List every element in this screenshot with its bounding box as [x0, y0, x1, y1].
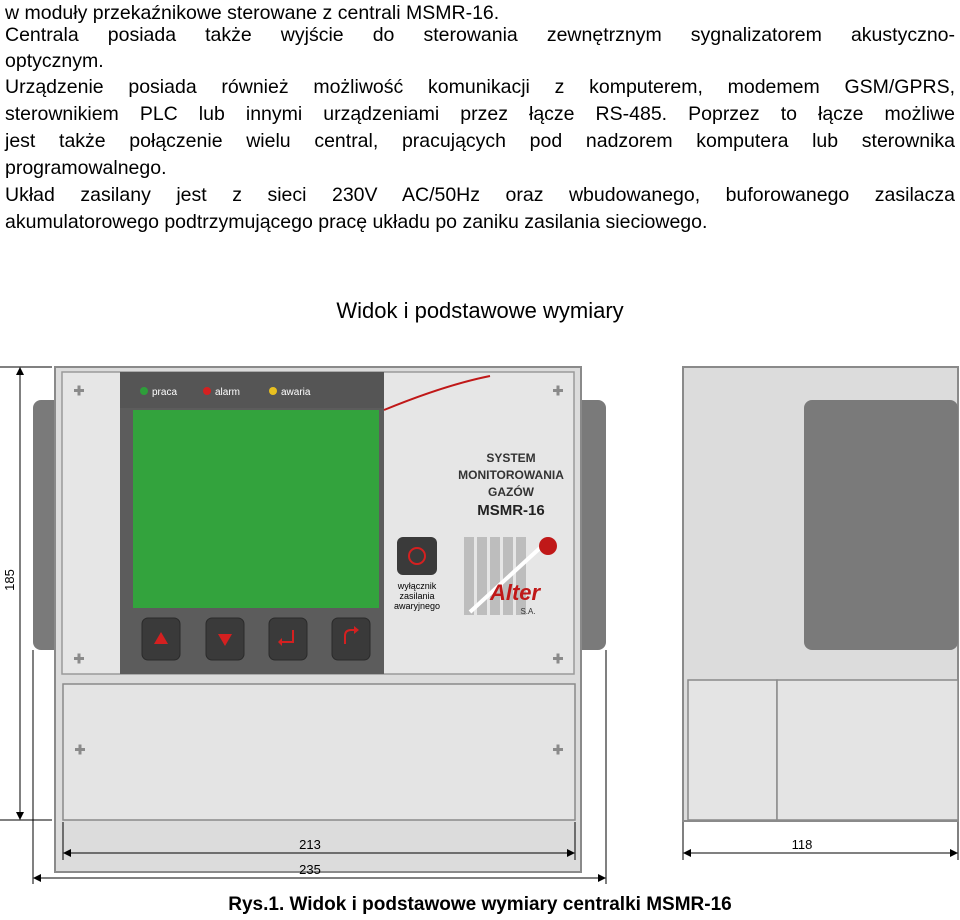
brand-logo: Alter	[489, 580, 541, 605]
text-line-9: akumulatorowego podtrzymującego pracę układu po zaniku zasilania sieciowego.	[5, 211, 708, 233]
led-praca	[140, 387, 148, 395]
enter-button[interactable]	[269, 618, 307, 660]
text-line-5: sterownikiem PLC lub innymi urządzeniami przez łącze RS-485. Poprzez to łącze możliwe	[5, 103, 955, 125]
dim-height: 185	[2, 569, 17, 591]
text-line-4: Urządzenie posiada również możliwość komunikacji z komputerem, modemem GSM/GPRS,	[5, 76, 955, 98]
emergency-label-2: zasilania	[399, 591, 435, 601]
dim-depth: 118	[791, 837, 813, 852]
dim-width-outer: 235	[299, 862, 321, 877]
emergency-label-1: wyłącznik	[397, 581, 437, 591]
emergency-label-3: awaryjnego	[393, 601, 441, 611]
system-title-2: MONITOROWANIA	[458, 468, 564, 482]
led-label-awaria: awaria	[281, 387, 311, 398]
device-drawing	[0, 340, 960, 900]
text-line-8: Układ zasilany jest z sieci 230V AC/50Hz oraz wbudowanego, buforowanego zasilacza	[5, 184, 955, 206]
figure-caption: Rys.1. Widok i podstawowe wymiary centralki MSMR-16	[228, 894, 732, 915]
system-title-1: SYSTEM	[486, 451, 536, 465]
text-line-1: w moduły przekaźnikowe sterowane z centrali MSMR-16.	[5, 2, 500, 24]
side-lower-right	[777, 680, 958, 820]
text-line-7: programowalnego.	[5, 157, 167, 179]
lcd-screen	[133, 410, 379, 608]
text-line-6: jest także połączenie wielu central, pracujących pod nadzorem komputera lub sterownika	[5, 130, 955, 152]
text-line-3: optycznym.	[5, 50, 104, 72]
led-label-praca: praca	[152, 387, 178, 398]
text-line-2: Centrala posiada także wyjście do sterowania zewnętrznym sygnalizatorem akustyczno-	[5, 24, 955, 46]
side-lower-left	[688, 680, 777, 820]
led-alarm	[203, 387, 211, 395]
system-title-3: GAZÓW	[488, 485, 534, 499]
side-bracket	[804, 400, 958, 650]
dim-width-inner: 213	[299, 837, 321, 852]
section-heading: Widok i podstawowe wymiary	[336, 298, 624, 323]
logo-ball-icon	[539, 537, 557, 555]
model-name: MSMR-16	[477, 502, 545, 519]
back-button[interactable]	[332, 618, 370, 660]
led-awaria	[269, 387, 277, 395]
led-label-alarm: alarm	[215, 387, 241, 398]
brand-sub: S.A.	[520, 607, 536, 616]
emergency-switch-button[interactable]	[397, 537, 437, 575]
lower-cover	[63, 684, 575, 820]
